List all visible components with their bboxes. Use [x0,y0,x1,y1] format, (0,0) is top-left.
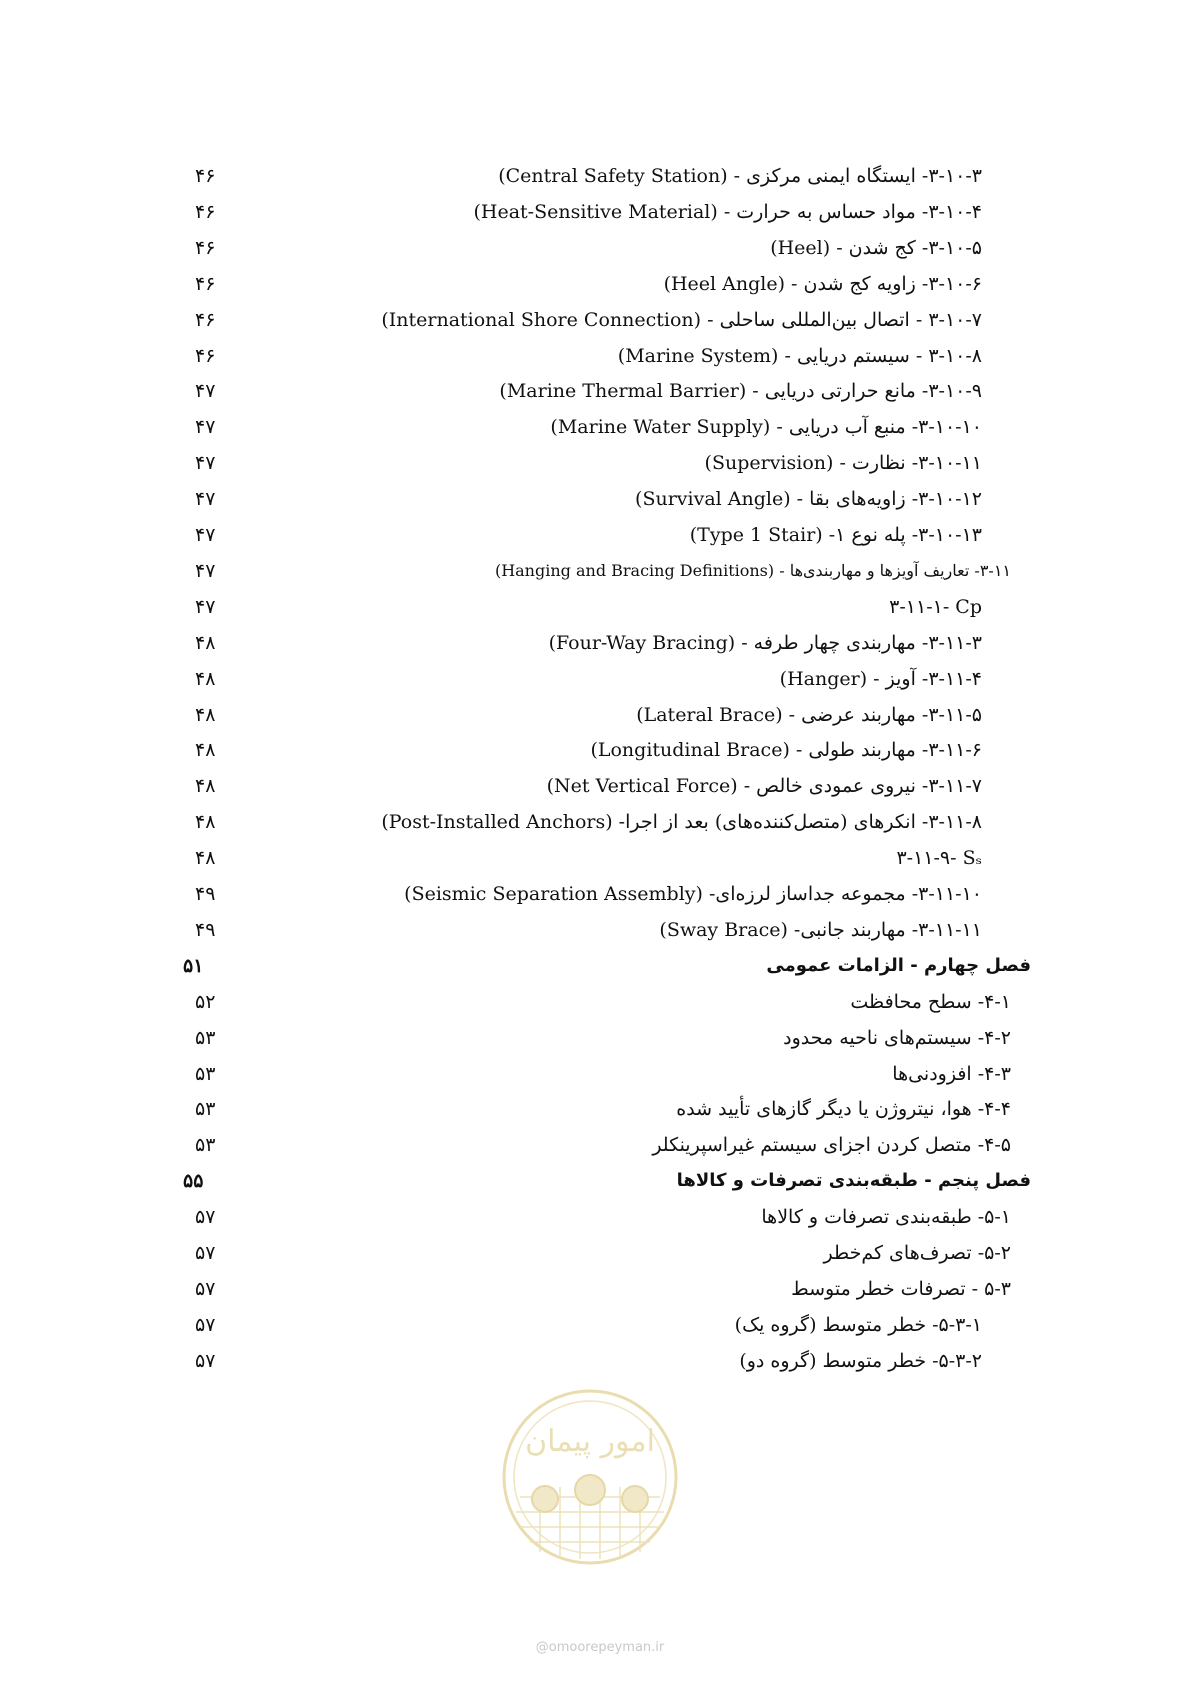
toc-row [0,1199,1191,1235]
toc-page-number: ۴۸ [195,739,216,762]
toc-row [0,768,1191,804]
toc-row [0,230,1191,266]
toc-entry-title: فصل چهارم - الزامات عمومی [766,954,1031,976]
toc-page-number: ۴۶ [195,308,216,331]
toc-entry-title: ۳-۱۱-۹- Sₛ [896,847,982,870]
toc-page-number: ۵۲ [195,990,216,1013]
toc-page-number: ۴۶ [195,272,216,295]
toc-page-number: ۵۷ [195,1349,216,1372]
toc-row [0,158,1191,194]
toc-entry-title: ۴-۳- افزودنی‌ها [892,1062,1011,1085]
toc-row [0,912,1191,948]
toc-page-number: ۴۷ [195,559,216,582]
toc-entry-title: ۳-۱۰-۹- مانع حرارتی دریایی - (Marine Thermal Barrier) [499,380,982,403]
toc-page-number: ۴۷ [195,452,216,475]
toc-row [0,266,1191,302]
toc-row [0,732,1191,768]
toc-page-number: ۴۷ [195,524,216,546]
toc-entry-title: ۳-۱۰-۷ - اتصال بین‌المللی ساحلی - (International Shore Connection) [381,308,982,331]
toc-entry-title: ۵-۱- طبقه‌بندی تصرفات و کالاها [761,1206,1011,1229]
toc-entry-title: ۵-۲- تصرف‌های کم‌خطر [823,1242,1011,1264]
toc-page-number: ۵۳ [195,1026,216,1049]
toc-entry-title: ۳-۱۱-۵- مهاربند عرضی - (Lateral Brace) [636,703,982,726]
toc-entry-title: ۳-۱۱-۱- Cp [889,595,982,618]
toc-page-number: ۵۷ [195,1242,216,1264]
watermark-logo-text: امور پیمان [525,1424,655,1459]
toc-entry-title: ۳-۱۱-۱۱- مهاربند جانبی- (Sway Brace) [659,918,982,941]
toc-row [0,194,1191,230]
toc-page-number: ۴۹ [195,918,216,941]
toc-entry-title: ۳-۱۱- تعاریف آویزها و مهاربندی‌ها - (Hanging and Bracing Definitions) [494,560,1011,580]
toc-row [0,984,1191,1020]
toc-row [0,445,1191,481]
toc-entry-title: ۳-۱۱-۶- مهاربند طولی - (Longitudinal Brace) [590,739,982,762]
toc-page-number: ۵۳ [195,1098,216,1121]
toc-entry-title: ۳-۱۰-۱۰- منبع آب دریایی - (Marine Water Supply) [550,416,982,439]
toc-row [0,589,1191,625]
toc-page-number: ۴۸ [195,631,216,654]
toc-entry-title: ۳-۱۱-۴- آویز - (Hanger) [779,667,982,690]
toc-entry-title: ۳-۱۰-۶- زاویه کج شدن - (Heel Angle) [663,272,982,295]
toc-row [0,840,1191,876]
toc-page-number: ۴۸ [195,667,216,690]
toc-page-number: ۴۸ [195,811,216,834]
toc-entry-title: ۴-۴- هوا، نیتروژن یا دیگر گازهای تأیید شده [676,1098,1011,1121]
toc-row [0,804,1191,840]
toc-page-number: ۴۷ [195,416,216,439]
toc-page-number: ۴۸ [195,775,216,798]
toc-page-number: ۴۶ [195,344,216,367]
toc-entry-title: ۴-۲- سیستم‌های ناحیه محدود [783,1026,1011,1049]
toc-entry-title: ۳-۱۱-۸- انکرهای (متصل‌کننده‌های) بعد از اجرا- (Post-Installed Anchors) [381,811,982,834]
toc-page-number: ۵۷ [195,1206,216,1229]
toc-page-number: ۴۷ [195,380,216,403]
toc-row [0,338,1191,374]
toc-entry-title: ۳-۱۰-۵- کج شدن - (Heel) [770,236,982,259]
toc-row [0,1271,1191,1307]
toc-page-number: ۵۷ [195,1277,216,1300]
toc-entry-title: ۳-۱۰-۱۳- پله نوع ۱- (Type 1 Stair) [689,524,982,546]
toc-entry-title: ۳-۱۱-۱۰- مجموعه جداساز لرزه‌ای- (Seismic Separation Assembly) [404,883,982,905]
toc-entry-title: ۳-۱۱-۷- نیروی عمودی خالص - (Net Vertical Force) [546,775,982,798]
toc-row [0,1127,1191,1163]
toc-row [0,1056,1191,1092]
watermark-logo [500,1387,680,1567]
toc-chapter-row [0,948,1191,984]
toc-chapter-row [0,1163,1191,1199]
toc-page-number: ۴۶ [195,236,216,259]
toc-page-number: ۴۹ [195,883,216,905]
toc-entry-title: ۳-۱۰-۱۲- زاویه‌های بقا - (Survival Angle) [635,488,982,511]
toc-entry-title: ۳-۱۰-۸ - سیستم دریایی - (Marine System) [617,344,982,367]
toc-page-number: ۴۸ [195,703,216,726]
toc-page-number: ۵۳ [195,1134,216,1157]
toc-entry-title: ۵-۳-۱- خطر متوسط (گروه یک) [734,1313,982,1336]
toc-row [0,302,1191,338]
toc-entry-title: فصل پنجم - طبقه‌بندی تصرفات و کالاها [676,1170,1031,1192]
toc-row [0,876,1191,912]
toc-page-number: ۴۸ [195,847,216,870]
toc-entry-title: ۳-۱۰-۴- مواد حساس به حرارت - (Heat-Sensitive Material) [473,200,982,223]
toc-entry-title: ۵-۳ - تصرفات خطر متوسط [791,1277,1011,1300]
watermark-url: @omoorepeyman.ir [535,1640,665,1655]
toc-row [0,373,1191,409]
toc-page-number: ۴۶ [195,165,216,187]
toc-page-number: ۴۶ [195,200,216,223]
toc-entry-title: ۴-۵- متصل کردن اجزای سیستم غیراسپرینکلر [652,1134,1011,1157]
toc-row [0,517,1191,553]
toc-row [0,1091,1191,1127]
toc-entry-title: ۳-۱۰-۱۱- نظارت - (Supervision) [704,452,982,475]
toc-row [0,1307,1191,1343]
toc-entry-title: ۵-۳-۲- خطر متوسط (گروه دو) [739,1349,982,1372]
toc-row [0,1235,1191,1271]
toc-row [0,409,1191,445]
toc-row [0,697,1191,733]
toc-entry-title: ۴-۱- سطح محافظت [850,990,1011,1013]
toc-page-number: ۵۷ [195,1313,216,1336]
toc-row [0,625,1191,661]
toc-row [0,481,1191,517]
toc-page-number: ۵۳ [195,1062,216,1085]
toc-row [0,1343,1191,1379]
toc-row [0,1020,1191,1056]
toc-row [0,553,1191,589]
toc-entry-title: ۳-۱۰-۳- ایستگاه ایمنی مرکزی - (Central Safety Station) [498,165,982,187]
toc-page-number: ۵۵ [183,1170,204,1193]
toc-page-number: ۵۱ [183,954,204,977]
toc-row [0,661,1191,697]
toc-page-number: ۴۷ [195,595,216,618]
toc-page-number: ۴۷ [195,488,216,511]
toc-entry-title: ۳-۱۱-۳- مهاربندی چهار طرفه - (Four-Way Bracing) [548,631,982,654]
